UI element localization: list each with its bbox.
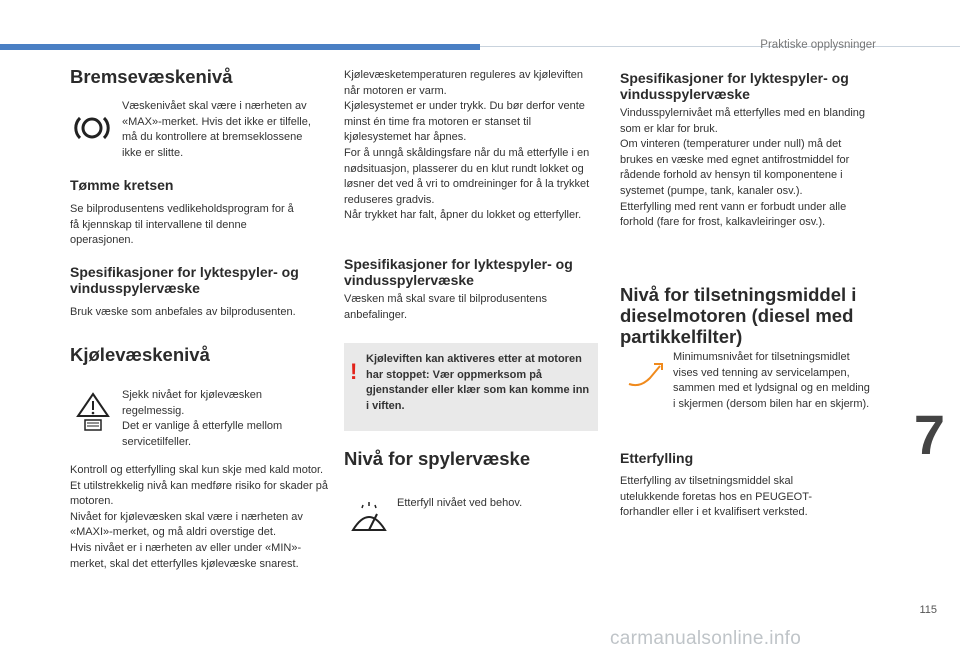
coolant-body-text: Kontroll og etterfylling skal kun skje med kald motor. Et utilstrekkelig nivå kan medføre risiko for skader på motoren. Nivået for kjølevæsken skal være i nærheten av «MAXI»-merket, og må aldri overstige det. Hvis nivået er i nærheten av eller under «MIN»-merket, skal det etterfylles kjølevæske snarest. — [70, 464, 328, 570]
fan-warning-box — [344, 343, 598, 431]
watermark: carmanualsonline.info — [610, 628, 802, 649]
col2-spec-title: Spesifikasjoner for lyktespyler- og vindusspylervæske — [344, 256, 573, 288]
warning-mark-icon: ! — [350, 359, 358, 384]
chapter-number: 7 — [913, 403, 945, 466]
col2-spec-text: Væsken må skal svare til bilprodusentens anbefalinger. — [344, 293, 547, 321]
additive-level-icon — [626, 360, 664, 390]
washer-fluid-icon — [350, 500, 388, 536]
col1-spec-text: Bruk væske som anbefales av bilprodusenten. — [70, 306, 296, 318]
additive-title: Nivå for tilsetningsmiddel i dieselmotoren (diesel med partikkelfilter) — [620, 284, 857, 347]
col3-spec-text: Vindusspylernivået må etterfylles med en blanding som er klar for bruk. Om vinteren (temperaturer under null) må det brukes en væske med egnet antifrostmiddel for rådende forhold av hensyn til komponentene i systemet (pumpe, tank, kanaler osv.). Etterfylling med rent vann er forbudt under alle forhold (fare for frost, kalkavleiringer osv.). — [620, 107, 865, 229]
refill-text: Etterfylling av tilsetningsmiddel skal utelukkende foretas hos en PEUGEOT-forhandler eller i et kvalifisert verksted. — [620, 475, 812, 519]
brake-warning-icon — [74, 110, 110, 146]
washer-fluid-title: Nivå for spylervæske — [344, 448, 531, 469]
col1-spec-title: Spesifikasjoner for lyktespyler- og vindusspylervæske — [70, 264, 299, 296]
header-rule — [480, 46, 960, 47]
coolant-warning-icon — [76, 388, 110, 432]
refill-title: Etterfylling — [620, 450, 694, 466]
drain-circuit-title: Tømme kretsen — [70, 177, 174, 193]
col3-spec-title: Spesifikasjoner for lyktespyler- og vindusspylervæske — [620, 70, 849, 102]
header-accent-bar — [0, 44, 480, 50]
brake-fluid-text: Væskenivået skal være i nærheten av «MAX»-merket. Hvis det ikke er tilfelle, må du kontrollere at bremseklossene ikke er slitte. — [122, 100, 311, 159]
page-number: 115 — [919, 604, 937, 616]
coolant-temp-text: Kjølevæsketemperaturen reguleres av kjøleviften når motoren er varm. Kjølesystemet er under trykk. Du bør derfor vente minst én time fra motoren er stanset til kjølesystemet har åpnes. For å unngå skåldingsfare når du må etterfylle i en nødsituasjon, plasserer du en klut rundt lokket og løsner det ved å vri to omdreininger for å la trykket reduseres gradvis. Når trykket har falt, åpner du lokket og etterfyller. — [344, 69, 590, 222]
coolant-title: Kjølevæskenivå — [70, 344, 210, 365]
brake-fluid-title: Bremsevæskenivå — [70, 66, 233, 87]
coolant-check-text: Sjekk nivået for kjølevæsken regelmessig. Det er vanlige å etterfylle mellom servicetilfeller. — [122, 389, 283, 448]
washer-fluid-text: Etterfyll nivået ved behov. — [397, 497, 523, 509]
drain-circuit-text: Se bilprodusentens vedlikeholdsprogram for å få kjennskap til intervallene til denne operasjonen. — [70, 203, 294, 247]
fan-warning-text: Kjøleviften kan aktiveres etter at motoren har stoppet: Vær oppmerksom på gjenstander eller klær som kan komme inn i viften. — [366, 353, 590, 412]
section-title: Praktiske opplysninger — [760, 39, 876, 51]
additive-text: Minimumsnivået for tilsetningsmidlet vises ved tenning av servicelampen, sammen med et lydsignal og en melding i skjermen (dersom bilen har en skjerm). — [673, 351, 870, 410]
